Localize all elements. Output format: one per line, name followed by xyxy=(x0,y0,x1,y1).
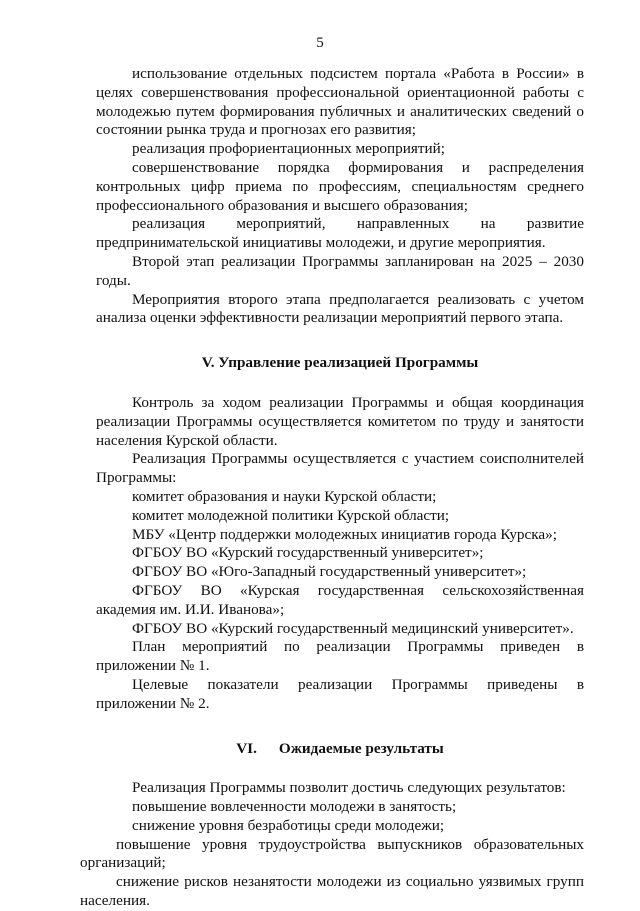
list-item: снижение рисков незанятости молодежи из социально уязвимых групп населения. xyxy=(80,873,584,910)
list-item: ФГБОУ ВО «Юго-Западный государственный университет»; xyxy=(132,563,527,581)
list-item: ФГБОУ ВО «Курский государственный медицинский университет». xyxy=(132,619,574,637)
paragraph: Целевые показатели реализации Программы приведены в приложении № 2. xyxy=(96,675,584,712)
section-number: VI. xyxy=(236,739,257,757)
paragraph: Мероприятия второго этапа предполагается реализовать с учетом анализа оценки эффективности реализации мероприятий первого этапа. xyxy=(96,290,584,327)
paragraph: Реализация Программы осуществляется с участием соисполнителей Программы: xyxy=(96,450,584,487)
paragraph: реализация мероприятий, направленных на развитие предпринимательской инициативы молодежи, и другие мероприятия. xyxy=(96,215,584,252)
list-item: снижение уровня безработицы среди молодежи; xyxy=(132,816,445,834)
list-item: ФГБОУ ВО «Курская государственная сельскохозяйственная академия им. И.И. Иванова»; xyxy=(96,581,584,618)
section-heading-6 xyxy=(96,740,584,759)
list-item: комитет образования и науки Курской области; xyxy=(132,487,437,505)
paragraph: Реализация Программы позволит достичь следующих результатов: xyxy=(132,779,566,797)
list-item: ФГБОУ ВО «Курский государственный университет»; xyxy=(132,544,484,562)
paragraph: использование отдельных подсистем портала «Работа в России» в целях совершенствования профессиональной ориентационной работы с молодежью путем формирования публичных и аналитических сведений о состоянии рынка труда и прогнозах его развития; xyxy=(96,65,584,139)
list-item: МБУ «Центр поддержки молодежных инициатив города Курска»; xyxy=(132,525,557,543)
paragraph: совершенствование порядка формирования и распределения контрольных цифр приема по профессиям, специальностям среднего профессионального образования и высшего образования; xyxy=(96,158,584,214)
list-item: комитет молодежной политики Курской области; xyxy=(132,506,450,524)
page-number: 5 xyxy=(316,35,324,51)
paragraph: Контроль за ходом реализации Программы и общая координация реализации Программы осуществляется комитетом по труду и занятости населения Курской области. xyxy=(96,393,584,449)
section-heading-5: V. Управление реализацией Программы xyxy=(201,354,479,372)
paragraph: реализация профориентационных мероприятий; xyxy=(132,140,445,158)
list-item: повышение уровня трудоустройства выпускников образовательных организаций; xyxy=(80,835,584,872)
paragraph: План мероприятий по реализации Программы приведен в приложении № 1. xyxy=(96,638,584,675)
section-title: Ожидаемые результаты xyxy=(278,739,444,757)
paragraph: Второй этап реализации Программы запланирован на 2025 – 2030 годы. xyxy=(96,252,584,289)
document-body xyxy=(80,65,584,911)
list-item: повышение вовлеченности молодежи в занятость; xyxy=(132,798,457,816)
